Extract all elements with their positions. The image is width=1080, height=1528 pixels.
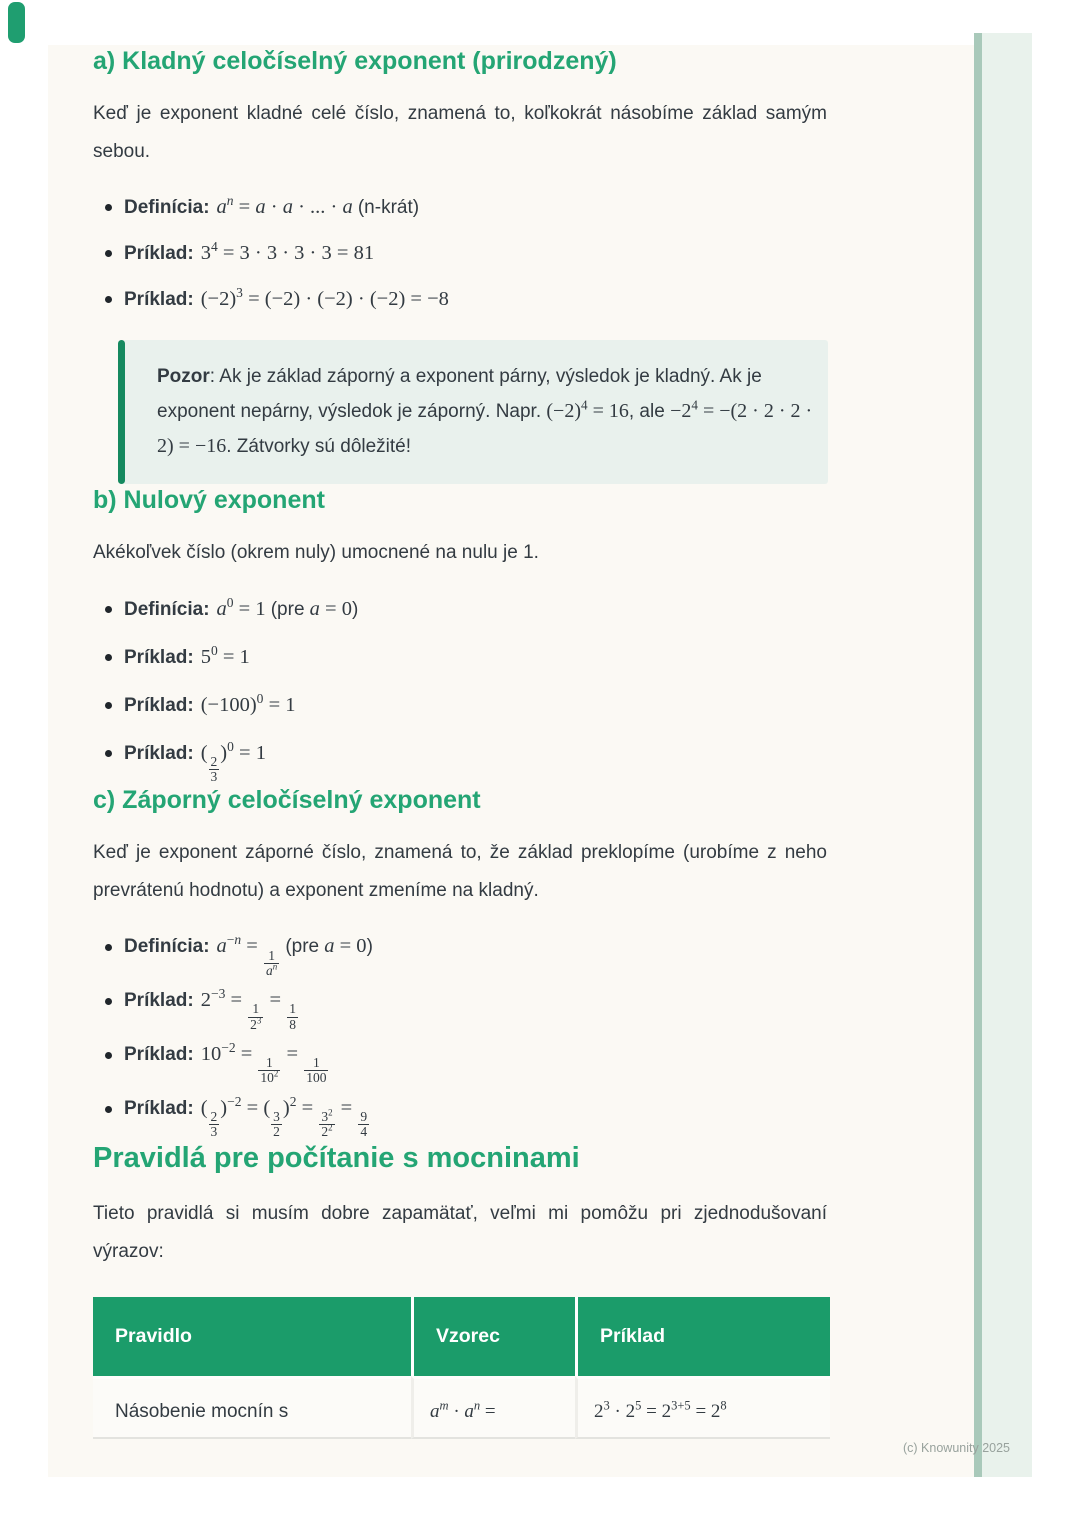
section-c-list — [93, 924, 827, 1139]
section-c-heading: c) Záporný celočíselný exponent — [93, 786, 481, 815]
side-strip — [982, 33, 1032, 1477]
list-item — [93, 730, 827, 785]
bullet-math: $2^{-3}$ = $\frac{1}{2^3}$ = $\frac{1}{8}$ — [200, 986, 296, 1032]
bullet-label: Príklad: — [124, 1043, 194, 1065]
bullet-icon — [105, 204, 112, 211]
bullet-icon — [105, 998, 112, 1005]
rules-paragraph: Tieto pravidlá si musím dobre zapamätať, veľmi mi pomôžu pri zjednodušovaní výrazov: — [93, 1202, 827, 1262]
section-a-heading: a) Kladný celočíselný exponent (prirodzený) — [93, 47, 617, 75]
bullet-label: Príklad: — [124, 694, 194, 716]
section-a-paragraph: Keď je exponent kladné celé číslo, znamená to, koľkokrát násobíme základ samým sebou. — [93, 102, 827, 162]
rules-heading: Pravidlá pre počítanie s mocninami — [93, 1142, 580, 1175]
bullet-label: Definícia: — [124, 196, 210, 218]
list-item — [93, 586, 827, 634]
cell-rule: Násobenie mocnín s — [93, 1376, 411, 1439]
bullet-icon — [105, 944, 112, 951]
bullet-icon — [105, 296, 112, 303]
bullet-icon — [105, 654, 112, 661]
section-b-heading: b) Nulový exponent — [93, 485, 325, 514]
column-header-vzorec: Vzorec — [411, 1297, 575, 1376]
bullet-icon — [105, 606, 112, 613]
bullet-label: Príklad: — [124, 989, 194, 1011]
callout-text: Pozor: Ak je základ záporný a exponent párny, výsledok je kladný. Ak je exponent nepárny, výsledok je záporný. Napr. $(-2)^4 = 16$, ale $-2^4 = -(2 \cdot 2 \cdot 2 \cdot 2) = -16$. Zátvorky sú dôležité! — [157, 365, 813, 457]
bullet-math: $3^4 = 3 \cdot 3 \cdot 3 \cdot 3 = 81$ — [200, 238, 375, 264]
column-header-pravidlo: Pravidlo — [93, 1297, 411, 1376]
list-item — [93, 1086, 827, 1140]
document-page — [48, 45, 974, 1477]
cell-formula: $a^m \cdot a^n$ = — [411, 1376, 575, 1439]
list-item — [93, 277, 827, 323]
list-item — [93, 634, 827, 682]
bullet-math: ( $\frac{2}{3}$ )$^{-2}$ = ( $\frac{3}{2}$ )$^2$ = $\frac{3^2}{2^2}$ = $\frac{9}{4}$ — [200, 1093, 368, 1140]
cell-example: $2^3 \cdot 2^5 = 2^{3+5} = 2^8$ — [575, 1376, 830, 1439]
rules-table — [93, 1297, 830, 1439]
bullet-label: Príklad: — [124, 1097, 194, 1119]
section-b-paragraph: Akékoľvek číslo (okrem nuly) umocnené na nulu je 1. — [93, 541, 539, 563]
bullet-icon — [105, 250, 112, 257]
bullet-label: Príklad: — [124, 242, 194, 264]
section-a-list — [93, 185, 827, 323]
bullet-label: Príklad: — [124, 288, 194, 310]
brand-corner-bar — [8, 2, 25, 43]
bullet-math: $10^{-2}$ = $\frac{1}{10^2}$ = $\frac{1}{100}$ — [200, 1039, 327, 1086]
callout-accent-bar — [118, 340, 125, 484]
bullet-math: ( $\frac{2}{3}$ )$^0$ = 1 — [200, 738, 266, 785]
list-item — [93, 231, 827, 277]
page-content — [93, 45, 827, 1439]
list-item — [93, 924, 827, 978]
bullet-icon — [105, 1052, 112, 1059]
bullet-label: Príklad: — [124, 646, 194, 668]
section-c-paragraph: Keď je exponent záporné číslo, znamená to, že základ preklopíme (urobíme z neho prevrátenú hodnotu) a exponent zmeníme na kladný. — [93, 842, 827, 902]
bullet-math: $(-2)^3 = (-2) \cdot (-2) \cdot (-2) = -8$ — [200, 284, 449, 310]
section-b-list — [93, 586, 827, 785]
bullet-icon — [105, 750, 112, 757]
list-item — [93, 682, 827, 730]
table-row — [93, 1376, 830, 1439]
bullet-label: Definícia: — [124, 598, 210, 620]
side-strip-edge — [974, 33, 982, 1477]
list-item — [93, 978, 827, 1032]
bullet-math: $a^0 = 1$ (pre a = 0) — [216, 594, 359, 620]
bullet-math: $5^0 = 1$ — [200, 642, 250, 668]
bullet-icon — [105, 702, 112, 709]
warning-callout — [118, 340, 828, 484]
copyright-label: (c) Knowunity 2025 — [903, 1441, 1011, 1455]
table-header-row — [93, 1297, 830, 1376]
bullet-math: $a^n = a \cdot a$ · ... · a (n-krát) — [216, 192, 420, 218]
list-item — [93, 185, 827, 231]
bullet-label: Definícia: — [124, 936, 210, 958]
bullet-icon — [105, 1106, 112, 1113]
list-item — [93, 1032, 827, 1086]
bullet-math: $a^{-n}$ = $\frac{1}{a^n}$ (pre a = 0) — [216, 932, 373, 978]
bullet-label: Príklad: — [124, 742, 194, 764]
column-header-priklad: Príklad — [575, 1297, 830, 1376]
bullet-math: $(-100)^0 = 1$ — [200, 690, 296, 716]
